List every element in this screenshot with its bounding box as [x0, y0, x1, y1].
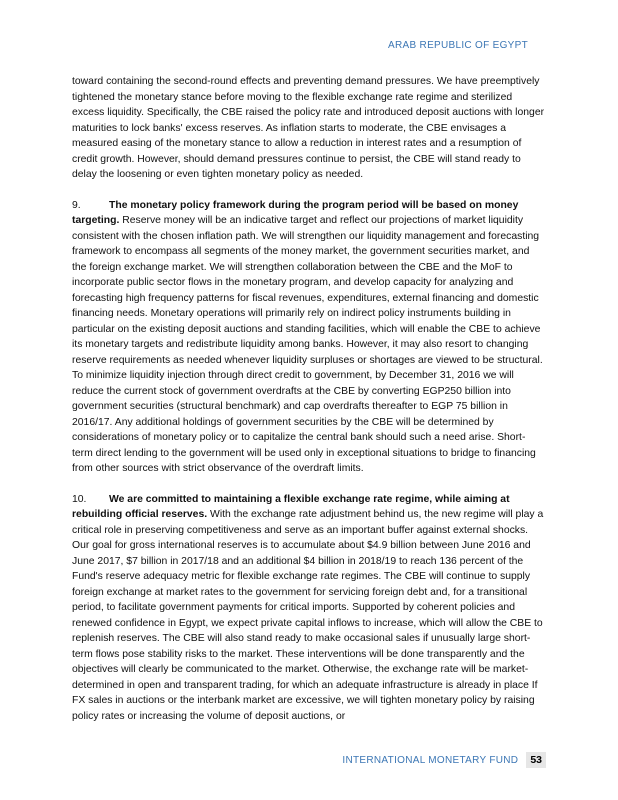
paragraph-text: With the exchange rate adjustment behind us, the new regime will play a critical role in preserving competitiveness and serve as an important buffer against external shocks. Our goal for gross international reserves is to accumulate about $4.9 billion between June 2016 and June 2017, $7 billion in 2017/18 and an additional $4 billion in 2018/19 to reach 136 percent of the Fund's reserve adequacy metric for flexible exchange rate regimes. The CBE will continue to supply foreign exchange at market rates to the government for servicing foreign debt and, for a transitional period, to facilitate government payments for critical imports. Supported by coherent policies and renewed confidence in Egypt, we expect private capital inflows to increase, which will allow the CBE to replenish reserves. The CBE will also stand ready to make occasional sales if unusually large short-term flows pose stability risks to the market. These interventions will be done transparently and the objectives will clearly be communicated to the market. Otherwise, the exchange rate will be market-determined in open and transparent trading, for which an adequate infrastructure is already in place If FX sales in auctions or the interbank market are excessive, we will tighten monetary policy by raising policy rates or increasing the volume of deposit auctions, or: [72, 509, 544, 722]
footer-label: INTERNATIONAL MONETARY FUND: [342, 754, 519, 766]
paragraph-continuation: [72, 74, 546, 183]
body-text: [72, 74, 546, 739]
paragraph-10: [72, 492, 546, 725]
paragraph-9: [72, 198, 546, 477]
page-number: 53: [526, 752, 546, 768]
running-footer: [342, 752, 546, 768]
paragraph-number: 10.: [72, 493, 87, 505]
paragraph-number: 9.: [72, 199, 81, 211]
paragraph-heading: The monetary policy framework during the program period will be based on money targeting.: [72, 199, 519, 226]
running-header: ARAB REPUBLIC OF EGYPT: [388, 40, 528, 51]
paragraph-heading: We are committed to maintaining a flexible exchange rate regime, while aiming at rebuilding official reserves.: [72, 493, 510, 520]
paragraph-text: Reserve money will be an indicative target and reflect our projections of market liquidity consistent with the chosen inflation path. We will strengthen our liquidity management and forecasting framework to encompass all segments of the money market, the government securities market, and the foreign exchange market. We will strengthen collaboration between the CBE and the MoF to incorporate public sector flows in the monetary program, and develop capacity for analyzing and forecasting high frequency patterns for fiscal revenues, expenditures, external financing and domestic financing needs. Monetary operations will primarily rely on indirect policy instruments building in particular on the existing deposit auctions and standing facilities, which will enable the CBE to achieve its monetary targets and redistribute liquidity among banks. However, it may also resort to changing reserve requirements as needed whenever liquidity surpluses or shortages are viewed to be structural. To minimize liquidity injection through direct credit to government, by December 31, 2016 we will reduce the current stock of government overdrafts at the CBE by converting EGP250 billion into government securities (structural benchmark) and cap overdrafts thereafter to EGP 75 billion in 2016/17. Any additional holdings of government securities by the CBE will be determined by considerations of monetary policy or to capitalize the central bank should such a need arise. Short-term direct lending to the government will be used only in exceptional situations to bridge to financing from other sources with strict observance of the overdraft limits.: [72, 215, 543, 474]
paragraph-text: toward containing the second-round effects and preventing demand pressures. We have preemptively tightened the monetary stance before moving to the flexible exchange rate regime and sterilized excess liquidity. Specifically, the CBE raised the policy rate and introduced deposit auctions with longer maturities to lock banks' excess reserves. As inflation starts to moderate, the CBE envisages a measured easing of the monetary stance to allow a reduction in interest rates and a resumption of credit growth. However, should demand pressures continue to persist, the CBE will stand ready to delay the loosening or even tighten monetary policy as needed.: [72, 76, 545, 180]
